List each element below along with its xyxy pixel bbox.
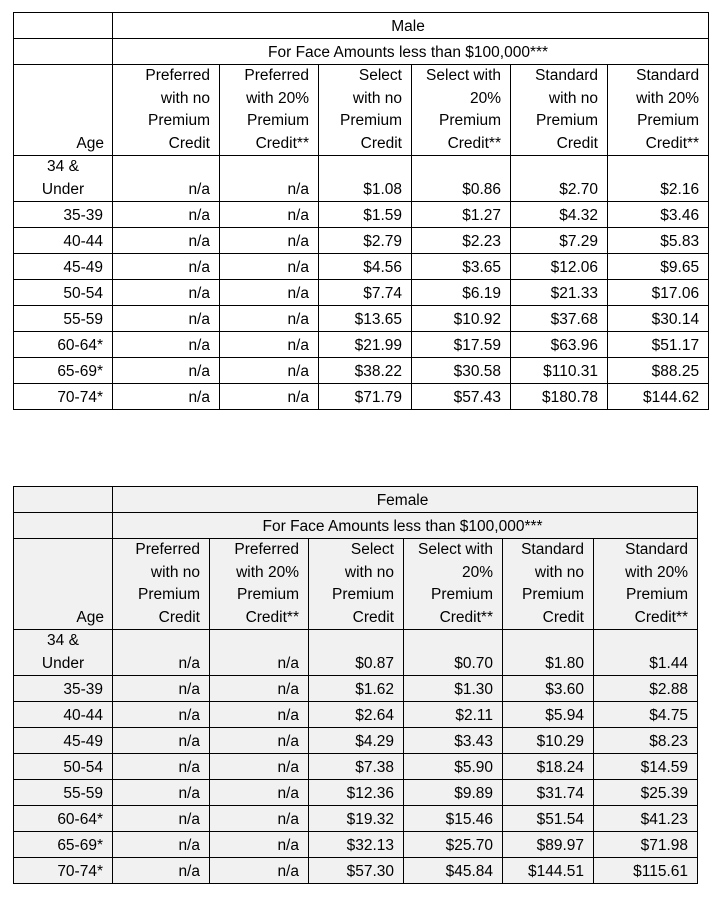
rate-cell: n/a bbox=[113, 702, 210, 728]
rate-cell: $2.88 bbox=[594, 676, 698, 702]
rate-cell: $4.32 bbox=[511, 202, 608, 228]
rate-cell: $89.97 bbox=[503, 832, 594, 858]
rate-cell: $4.56 bbox=[319, 254, 412, 280]
rate-cell: n/a bbox=[113, 306, 220, 332]
rate-cell: n/a bbox=[113, 728, 210, 754]
rate-cell: $30.58 bbox=[412, 358, 511, 384]
rate-cell: $9.89 bbox=[404, 780, 503, 806]
table-row bbox=[14, 858, 698, 884]
rate-cell: n/a bbox=[113, 202, 220, 228]
rate-cell: n/a bbox=[113, 156, 220, 202]
rate-cell: $19.32 bbox=[309, 806, 404, 832]
rate-cell: $1.08 bbox=[319, 156, 412, 202]
column-header-line: Premium bbox=[331, 586, 394, 603]
column-header-line: Credit** bbox=[255, 134, 309, 152]
column-header-line: Select with bbox=[418, 541, 493, 558]
rate-cell: $2.70 bbox=[511, 156, 608, 202]
rate-cell: n/a bbox=[113, 780, 210, 806]
column-header-line: Premium bbox=[246, 112, 309, 129]
column-header-line: Credit** bbox=[447, 134, 501, 152]
rate-cell: $2.23 bbox=[412, 228, 511, 254]
column-header-line: Premium bbox=[535, 112, 598, 129]
column-header-line: Standard bbox=[625, 541, 689, 558]
rate-cell: $57.43 bbox=[412, 384, 511, 410]
rate-cell: n/a bbox=[113, 630, 210, 676]
rate-cell: $3.43 bbox=[404, 728, 503, 754]
column-header-line: with no bbox=[534, 563, 584, 581]
column-header-line: Credit** bbox=[645, 134, 700, 152]
blank-cell bbox=[14, 513, 113, 539]
age-cell: 45-49 bbox=[14, 254, 113, 280]
rate-cell: $45.84 bbox=[404, 858, 503, 884]
rate-cell: $10.92 bbox=[412, 306, 511, 332]
age-column-header: Age bbox=[14, 65, 113, 156]
rate-cell: $14.59 bbox=[594, 754, 698, 780]
column-header-line: Credit** bbox=[634, 608, 689, 626]
column-header-line: Select bbox=[350, 541, 394, 558]
rate-cell: $0.87 bbox=[309, 630, 404, 676]
column-header-line: with 20% bbox=[246, 89, 309, 107]
column-header-line: with no bbox=[352, 89, 402, 107]
table-row bbox=[14, 728, 698, 754]
rate-cell: $21.99 bbox=[319, 332, 412, 358]
rate-cell: $5.83 bbox=[608, 228, 709, 254]
age-line: 34 & bbox=[47, 158, 79, 175]
rate-cell: n/a bbox=[210, 728, 309, 754]
rate-cell: $0.86 bbox=[412, 156, 511, 202]
age-cell: 40-44 bbox=[14, 228, 113, 254]
column-header bbox=[309, 539, 404, 630]
column-header-line: Credit bbox=[168, 134, 210, 152]
rate-cell: n/a bbox=[220, 202, 319, 228]
rate-cell: n/a bbox=[220, 156, 319, 202]
table-row bbox=[14, 780, 698, 806]
age-cell: 35-39 bbox=[14, 202, 113, 228]
column-header-line: Credit** bbox=[245, 608, 299, 626]
rate-cell: $71.79 bbox=[319, 384, 412, 410]
column-header-line: Credit bbox=[360, 134, 402, 152]
female-rate-table bbox=[13, 486, 698, 884]
table-row bbox=[14, 306, 709, 332]
rate-cell: $4.29 bbox=[309, 728, 404, 754]
column-header-line: with no bbox=[160, 89, 210, 107]
age-cell: 50-54 bbox=[14, 280, 113, 306]
column-header-line: 20% bbox=[469, 89, 501, 107]
rate-cell: $2.79 bbox=[319, 228, 412, 254]
column-header-line: Preferred bbox=[244, 67, 309, 84]
column-header bbox=[113, 65, 220, 156]
column-header-line: Credit bbox=[556, 134, 598, 152]
rate-cell: $32.13 bbox=[309, 832, 404, 858]
column-header-line: Preferred bbox=[145, 67, 210, 84]
column-header-line: Standard bbox=[636, 67, 700, 84]
column-header-line: with 20% bbox=[236, 563, 299, 581]
rate-cell: $17.06 bbox=[608, 280, 709, 306]
column-header bbox=[113, 539, 210, 630]
rate-cell: $5.94 bbox=[503, 702, 594, 728]
column-header-line: Premium bbox=[521, 586, 584, 603]
table-title-row bbox=[14, 487, 698, 513]
column-header-line: Premium bbox=[626, 586, 689, 603]
rate-cell: n/a bbox=[113, 280, 220, 306]
column-header-line: Premium bbox=[339, 112, 402, 129]
table-row bbox=[14, 384, 709, 410]
rate-cell: $3.46 bbox=[608, 202, 709, 228]
age-cell bbox=[14, 156, 113, 202]
column-header-row bbox=[14, 65, 709, 156]
rate-cell: $7.38 bbox=[309, 754, 404, 780]
rate-cell: $13.65 bbox=[319, 306, 412, 332]
rate-cell: $9.65 bbox=[608, 254, 709, 280]
column-header-line: Select bbox=[358, 67, 402, 84]
rate-cell: $144.51 bbox=[503, 858, 594, 884]
age-cell: 65-69* bbox=[14, 832, 113, 858]
column-header-line: with no bbox=[548, 89, 598, 107]
column-header-line: Preferred bbox=[135, 541, 200, 558]
rate-cell: $15.46 bbox=[404, 806, 503, 832]
age-cell: 70-74* bbox=[14, 858, 113, 884]
rate-cell: n/a bbox=[210, 780, 309, 806]
age-cell: 45-49 bbox=[14, 728, 113, 754]
column-header bbox=[412, 65, 511, 156]
rate-cell: n/a bbox=[113, 858, 210, 884]
rate-cell: $2.16 bbox=[608, 156, 709, 202]
table-title-row bbox=[14, 13, 709, 39]
table-row bbox=[14, 202, 709, 228]
age-cell: 40-44 bbox=[14, 702, 113, 728]
rate-cell: n/a bbox=[113, 832, 210, 858]
table-row bbox=[14, 156, 709, 202]
rate-cell: $57.30 bbox=[309, 858, 404, 884]
column-header-line: Preferred bbox=[234, 541, 299, 558]
table-row bbox=[14, 280, 709, 306]
blank-cell bbox=[14, 39, 113, 65]
table-subtitle-row bbox=[14, 513, 698, 539]
rate-cell: n/a bbox=[220, 306, 319, 332]
rate-cell: $25.39 bbox=[594, 780, 698, 806]
rate-cell: n/a bbox=[113, 806, 210, 832]
column-header bbox=[608, 65, 709, 156]
table-title: Female bbox=[113, 487, 698, 513]
rate-cell: $30.14 bbox=[608, 306, 709, 332]
rate-cell: n/a bbox=[210, 754, 309, 780]
rate-cell: $4.75 bbox=[594, 702, 698, 728]
table-subtitle-row bbox=[14, 39, 709, 65]
rate-cell: $41.23 bbox=[594, 806, 698, 832]
column-header-line: with no bbox=[150, 563, 200, 581]
rate-cell: $31.74 bbox=[503, 780, 594, 806]
rate-cell: $37.68 bbox=[511, 306, 608, 332]
column-header-line: with no bbox=[344, 563, 394, 581]
column-header-line: 20% bbox=[461, 563, 493, 581]
rate-cell: $10.29 bbox=[503, 728, 594, 754]
column-header-line: Premium bbox=[430, 586, 493, 603]
rate-cell: $25.70 bbox=[404, 832, 503, 858]
rate-cell: n/a bbox=[210, 702, 309, 728]
column-header bbox=[210, 539, 309, 630]
rate-cell: n/a bbox=[113, 332, 220, 358]
age-line: Under bbox=[41, 654, 85, 672]
age-cell: 35-39 bbox=[14, 676, 113, 702]
rate-cell: $51.17 bbox=[608, 332, 709, 358]
rate-cell: $115.61 bbox=[594, 858, 698, 884]
column-header-line: with 20% bbox=[636, 89, 700, 107]
rate-cell: $12.06 bbox=[511, 254, 608, 280]
column-header-line: Premium bbox=[637, 112, 700, 129]
rate-cell: n/a bbox=[113, 228, 220, 254]
table-row bbox=[14, 630, 698, 676]
rate-cell: n/a bbox=[220, 384, 319, 410]
table-row bbox=[14, 702, 698, 728]
column-header-line: Standard bbox=[535, 67, 598, 84]
rate-cell: $63.96 bbox=[511, 332, 608, 358]
rate-cell: $144.62 bbox=[608, 384, 709, 410]
rate-cell: $1.59 bbox=[319, 202, 412, 228]
age-cell: 70-74* bbox=[14, 384, 113, 410]
column-header-line: Premium bbox=[438, 112, 501, 129]
column-header bbox=[319, 65, 412, 156]
rate-cell: n/a bbox=[210, 630, 309, 676]
rate-cell: $110.31 bbox=[511, 358, 608, 384]
rate-cell: n/a bbox=[210, 858, 309, 884]
rate-cell: n/a bbox=[220, 254, 319, 280]
rate-cell: n/a bbox=[220, 358, 319, 384]
age-cell: 55-59 bbox=[14, 306, 113, 332]
column-header-line: Credit bbox=[542, 608, 584, 626]
column-header-line: Credit bbox=[158, 608, 200, 626]
rate-cell: $1.30 bbox=[404, 676, 503, 702]
age-cell: 55-59 bbox=[14, 780, 113, 806]
age-line: 34 & bbox=[47, 632, 79, 649]
rate-cell: $7.29 bbox=[511, 228, 608, 254]
age-cell: 65-69* bbox=[14, 358, 113, 384]
rate-cell: $1.62 bbox=[309, 676, 404, 702]
age-cell bbox=[14, 630, 113, 676]
rate-cell: $3.60 bbox=[503, 676, 594, 702]
age-cell: 60-64* bbox=[14, 332, 113, 358]
rate-cell: $51.54 bbox=[503, 806, 594, 832]
rate-cell: $18.24 bbox=[503, 754, 594, 780]
age-cell: 60-64* bbox=[14, 806, 113, 832]
rate-cell: n/a bbox=[220, 228, 319, 254]
rate-cell: $2.64 bbox=[309, 702, 404, 728]
rate-cell: n/a bbox=[220, 280, 319, 306]
column-header bbox=[404, 539, 503, 630]
column-header-line: Credit** bbox=[439, 608, 493, 626]
age-cell: 50-54 bbox=[14, 754, 113, 780]
rate-cell: $5.90 bbox=[404, 754, 503, 780]
rate-cell: n/a bbox=[113, 676, 210, 702]
column-header bbox=[594, 539, 698, 630]
table-row bbox=[14, 228, 709, 254]
rate-cell: n/a bbox=[210, 806, 309, 832]
blank-cell bbox=[14, 13, 113, 39]
age-line: Under bbox=[41, 180, 85, 198]
column-header-line: Premium bbox=[147, 112, 210, 129]
table-title: Male bbox=[113, 13, 709, 39]
rate-cell: $180.78 bbox=[511, 384, 608, 410]
column-header bbox=[220, 65, 319, 156]
rate-cell: $12.36 bbox=[309, 780, 404, 806]
column-header-line: with 20% bbox=[625, 563, 689, 581]
column-header bbox=[503, 539, 594, 630]
blank-cell bbox=[14, 487, 113, 513]
rate-cell: $1.80 bbox=[503, 630, 594, 676]
rate-cell: $71.98 bbox=[594, 832, 698, 858]
rate-cell: n/a bbox=[113, 754, 210, 780]
table-subtitle: For Face Amounts less than $100,000*** bbox=[113, 513, 698, 539]
rate-cell: $6.19 bbox=[412, 280, 511, 306]
rate-cell: n/a bbox=[113, 358, 220, 384]
rate-cell: n/a bbox=[113, 384, 220, 410]
table-row bbox=[14, 332, 709, 358]
rate-cell: $38.22 bbox=[319, 358, 412, 384]
column-header-line: Standard bbox=[521, 541, 584, 558]
rate-cell: $7.74 bbox=[319, 280, 412, 306]
table-row bbox=[14, 254, 709, 280]
rate-cell: $3.65 bbox=[412, 254, 511, 280]
rate-cell: n/a bbox=[210, 832, 309, 858]
column-header bbox=[511, 65, 608, 156]
column-header-line: Premium bbox=[137, 586, 200, 603]
rate-cell: n/a bbox=[210, 676, 309, 702]
column-header-row bbox=[14, 539, 698, 630]
table-row bbox=[14, 832, 698, 858]
rate-cell: $1.27 bbox=[412, 202, 511, 228]
age-column-header: Age bbox=[14, 539, 113, 630]
table-row bbox=[14, 754, 698, 780]
rate-cell: $88.25 bbox=[608, 358, 709, 384]
column-header-line: Select with bbox=[426, 67, 501, 84]
table-subtitle: For Face Amounts less than $100,000*** bbox=[113, 39, 709, 65]
rate-cell: $8.23 bbox=[594, 728, 698, 754]
column-header-line: Credit bbox=[352, 608, 394, 626]
table-row bbox=[14, 358, 709, 384]
rate-cell: $21.33 bbox=[511, 280, 608, 306]
column-header-line: Premium bbox=[236, 586, 299, 603]
rate-cell: $2.11 bbox=[404, 702, 503, 728]
rate-cell: $0.70 bbox=[404, 630, 503, 676]
rate-cell: n/a bbox=[113, 254, 220, 280]
rate-cell: n/a bbox=[220, 332, 319, 358]
rate-cell: $17.59 bbox=[412, 332, 511, 358]
table-row bbox=[14, 806, 698, 832]
table-row bbox=[14, 676, 698, 702]
rate-cell: $1.44 bbox=[594, 630, 698, 676]
male-rate-table bbox=[13, 12, 709, 410]
